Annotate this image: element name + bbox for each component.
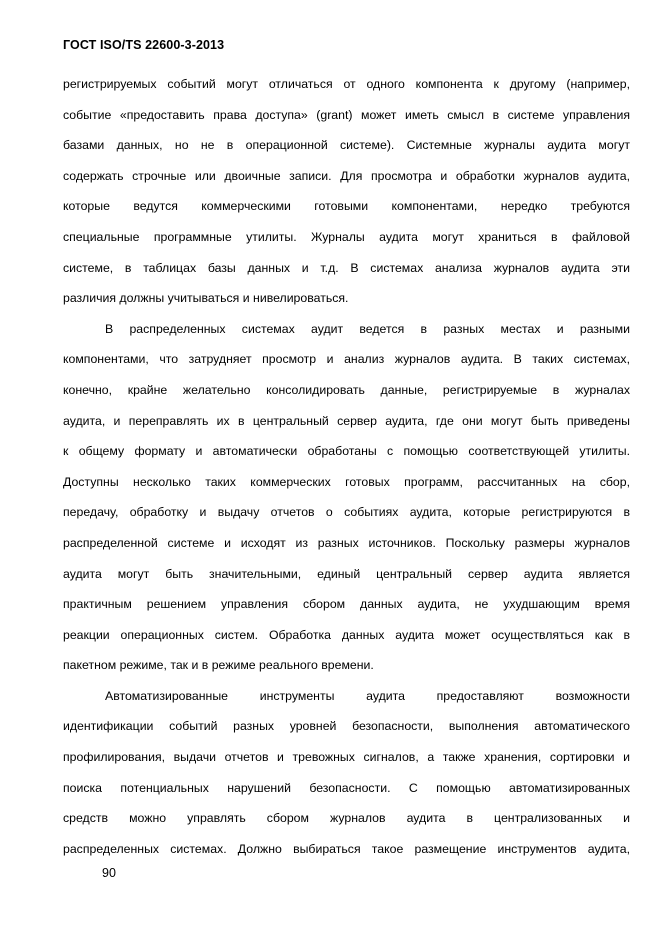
text-line: Доступны несколько таких коммерческих готовых программ, рассчитанных на сбор, [63, 474, 630, 489]
text-line: которые ведутся коммерческими готовыми компонентами, нередко требуются [63, 199, 630, 214]
text-line: практичным решением управления сбором данных аудита, не ухудшающим время [63, 597, 630, 612]
text-line: специальные программные утилиты. Журналы аудита могут храниться в файловой [63, 229, 630, 244]
text-line: конечно, крайне желательно консолидировать данные, регистрируемые в журналах [63, 382, 630, 397]
page-number: 90 [102, 866, 116, 880]
text-line: средств можно управлять сбором журналов аудита в централизованных и [63, 811, 630, 826]
text-line: событие «предоставить права доступа» (grant) может иметь смысл в системе управления [63, 107, 630, 122]
text-line: реакции операционных систем. Обработка данных аудита может осуществляться как в [63, 627, 630, 642]
text-line: профилирования, выдачи отчетов и тревожных сигналов, а также хранения, сортировки и [63, 750, 630, 765]
text-line: идентификации событий разных уровней безопасности, выполнения автоматического [63, 719, 630, 734]
text-line: В распределенных системах аудит ведется в разных местах и разными [105, 321, 630, 336]
body-text [63, 76, 630, 871]
text-line: базами данных, но не в операционной системе). Системные журналы аудита могут [63, 138, 630, 153]
text-line: компонентами, что затрудняет просмотр и анализ журналов аудита. В таких системах, [63, 352, 630, 367]
text-line: распределенных системах. Должно выбираться такое размещение инструментов аудита, [63, 841, 630, 856]
text-line: передачу, обработку и выдачу отчетов о событиях аудита, которые регистрируются в [63, 505, 630, 520]
text-line: к общему формату и автоматически обработаны с помощью соответствующей утилиты. [63, 444, 630, 459]
text-line: аудита могут быть значительными, единый центральный сервер аудита является [63, 566, 630, 581]
text-line: различия должны учитываться и нивелироваться. [63, 291, 349, 306]
standard-header: ГОСТ ISO/TS 22600-3-2013 [63, 38, 225, 52]
text-line: аудита, и переправлять их в центральный сервер аудита, где они могут быть приведены [63, 413, 630, 428]
text-line: распределенной системе и исходят из разных источников. Поскольку размеры журналов [63, 535, 630, 550]
text-line: пакетном режиме, так и в режиме реального времени. [63, 658, 374, 673]
text-line: содержать строчные или двоичные записи. Для просмотра и обработки журналов аудита, [63, 168, 630, 183]
text-line: регистрируемых событий могут отличаться от одного компонента к другому (например, [63, 77, 630, 91]
text-line: Автоматизированные инструменты аудита предоставляют возможности [105, 688, 630, 703]
text-line: системе, в таблицах базы данных и т.д. В системах анализа журналов аудита эти [63, 260, 630, 275]
text-line: поиска потенциальных нарушений безопасности. С помощью автоматизированных [63, 780, 630, 795]
